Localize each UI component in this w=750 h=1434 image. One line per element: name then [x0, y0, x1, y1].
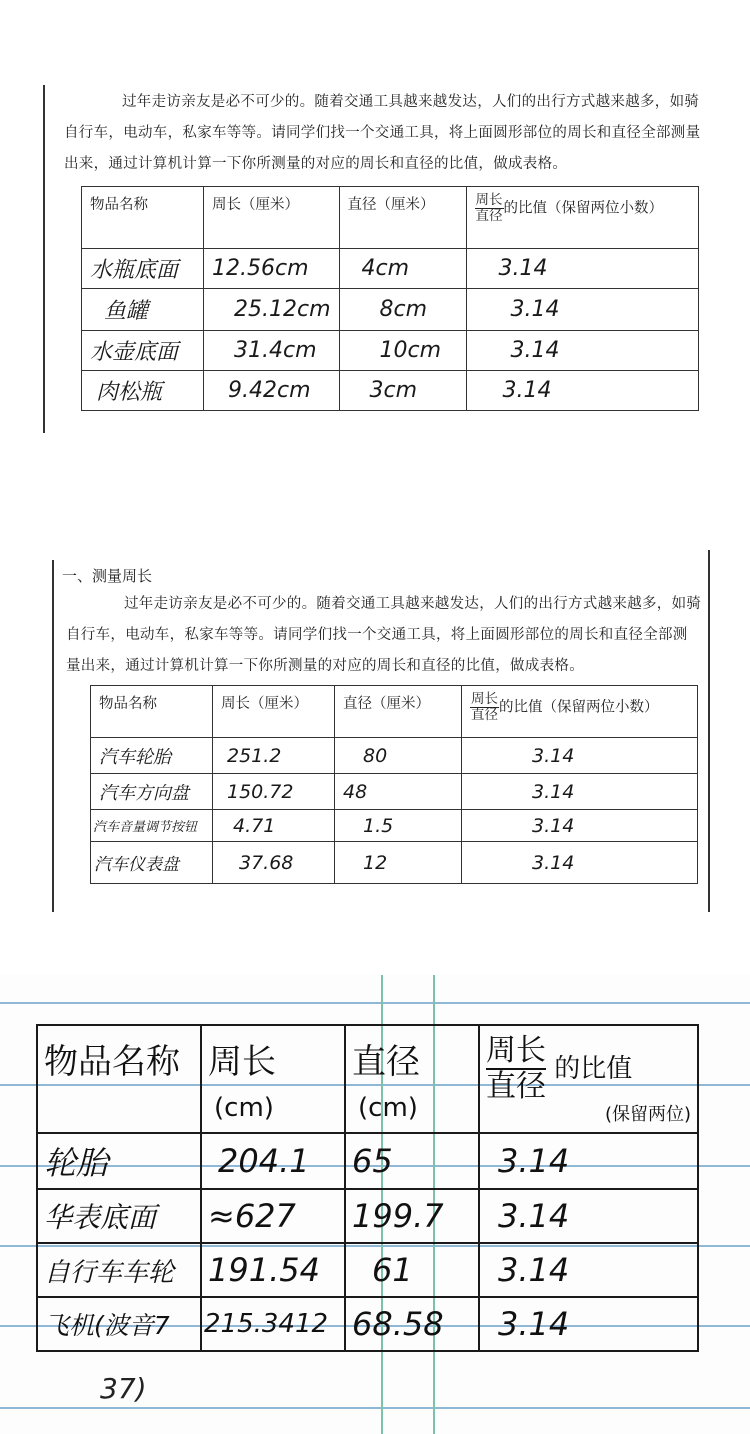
ratio-fraction — [486, 1034, 546, 1104]
fraction-denominator: 直径 — [471, 707, 498, 723]
cell-name: 华表底面 — [37, 1189, 201, 1243]
instruction-paragraph — [64, 87, 704, 180]
table-row — [37, 1243, 698, 1297]
header-name: 物品名称 — [82, 187, 204, 249]
table-row — [91, 842, 698, 884]
cell-diameter: 4cm — [339, 249, 466, 289]
cell-circumference: 25.12cm — [204, 289, 340, 331]
table-row — [82, 249, 699, 289]
ratio-fraction — [470, 692, 499, 723]
measurement-table — [81, 186, 699, 411]
margin-line — [52, 560, 54, 912]
cell-ratio: 3.14 — [479, 1189, 698, 1243]
cell-circumference: 9.42cm — [204, 371, 340, 411]
ratio-note: (保留两位) — [604, 1104, 691, 1125]
cell-ratio: 3.14 — [462, 842, 698, 884]
header-ratio — [466, 187, 698, 249]
cell-circumference: 150.72 — [213, 774, 335, 810]
section-title: 一、测量周长 — [62, 567, 153, 585]
overflow-text: 37) — [100, 1372, 147, 1405]
cell-diameter: 10cm — [339, 331, 466, 371]
header-name: 物品名称 — [91, 686, 213, 738]
cell-diameter: 1.5 — [335, 810, 462, 842]
header-diameter — [345, 1025, 479, 1133]
table-header-row — [91, 686, 698, 738]
cell-name: 汽车方向盘 — [91, 774, 213, 810]
instruction-paragraph — [66, 589, 702, 682]
cell-diameter: 12 — [335, 842, 462, 884]
worksheet-photo-2 — [0, 545, 750, 925]
header-ratio — [462, 686, 698, 738]
table-header-row — [37, 1025, 698, 1133]
fraction-numerator: 周长 — [475, 192, 503, 208]
header-circ-unit: (cm) — [214, 1093, 274, 1123]
cell-ratio: 3.14 — [479, 1243, 698, 1297]
table-row — [91, 774, 698, 810]
instruction-text: 过年走访亲友是必不可少的。随着交通工具越来越发达，人们的出行方式越来越多，如骑自行车，电动车，私家车等等。请同学们找一个交通工具，将上面圆形部位的周长和直径全部测量出来，通过计算机计算一下你所测量的对应的周长和直径的比值，做成表格。 — [66, 596, 702, 674]
header-circumference: 周长（厘米） — [213, 686, 335, 738]
cell-circumference: 215.3412 — [201, 1297, 345, 1351]
header-name: 物品名称 — [37, 1025, 201, 1133]
cell-name: 水壶底面 — [82, 331, 204, 371]
header-diam-unit: (cm) — [358, 1093, 418, 1123]
cell-circumference: 251.2 — [213, 738, 335, 774]
fraction-denominator: 直径 — [475, 208, 503, 224]
cell-diameter: 80 — [335, 738, 462, 774]
notebook-ruled-line — [0, 1407, 750, 1409]
cell-circumference: ≈627 — [201, 1189, 345, 1243]
cell-circumference: 204.1 — [201, 1133, 345, 1189]
cell-ratio: 3.14 — [462, 810, 698, 842]
margin-line-right — [708, 550, 710, 912]
cell-name: 水瓶底面 — [82, 249, 204, 289]
table-row — [82, 371, 699, 411]
cell-ratio: 3.14 — [466, 331, 698, 371]
ratio-label: 的比值（保留两位小数） — [499, 699, 659, 716]
cell-diameter: 48 — [335, 774, 462, 810]
ratio-fraction — [475, 193, 504, 224]
cell-ratio: 3.14 — [466, 371, 698, 411]
cell-name: 汽车仪表盘 — [91, 842, 213, 884]
notebook-photo — [0, 975, 750, 1434]
header-diam-label: 直径 — [352, 1042, 420, 1082]
ratio-label: 的比值 — [554, 1054, 633, 1084]
cell-circumference: 191.54 — [201, 1243, 345, 1297]
cell-name: 汽车音量调节按钮 — [91, 810, 213, 842]
worksheet-photo-1 — [0, 0, 750, 470]
cell-diameter: 8cm — [339, 289, 466, 331]
header-ratio — [479, 1025, 698, 1133]
cell-ratio: 3.14 — [462, 738, 698, 774]
table-header-row — [82, 187, 699, 249]
cell-ratio: 3.14 — [462, 774, 698, 810]
cell-diameter: 3cm — [339, 371, 466, 411]
ratio-label: 的比值（保留两位小数） — [503, 200, 664, 217]
cell-name: 肉松瓶 — [82, 371, 204, 411]
cell-name: 汽车轮胎 — [91, 738, 213, 774]
cell-name: 自行车车轮 — [37, 1243, 201, 1297]
table-row — [37, 1297, 698, 1351]
fraction-numerator: 周长 — [471, 691, 498, 707]
cell-circumference: 31.4cm — [204, 331, 340, 371]
cell-ratio: 3.14 — [466, 289, 698, 331]
cell-name: 轮胎 — [37, 1133, 201, 1189]
header-diameter: 直径（厘米） — [335, 686, 462, 738]
measurement-table — [90, 685, 698, 884]
table-row — [82, 289, 699, 331]
cell-ratio: 3.14 — [479, 1133, 698, 1189]
margin-line — [43, 85, 45, 433]
fraction-numerator: 周长 — [486, 1033, 546, 1068]
header-circumference: 周长（厘米） — [204, 187, 340, 249]
table-row — [37, 1133, 698, 1189]
header-diameter: 直径（厘米） — [339, 187, 466, 249]
cell-circumference: 12.56cm — [204, 249, 340, 289]
header-circ-label: 周长 — [208, 1042, 276, 1082]
cell-circumference: 37.68 — [213, 842, 335, 884]
cell-name: 飞机(波音7 — [37, 1297, 201, 1351]
cell-ratio: 3.14 — [479, 1297, 698, 1351]
header-circumference — [201, 1025, 345, 1133]
instruction-text: 过年走访亲友是必不可少的。随着交通工具越来越发达，人们的出行方式越来越多，如骑自行车，电动车，私家车等等。请同学们找一个交通工具，将上面圆形部位的周长和直径全部测量出来，通过计算机计算一下你所测量的对应的周长和直径的比值，做成表格。 — [64, 94, 701, 172]
fraction-denominator: 直径 — [486, 1069, 546, 1104]
cell-name: 鱼罐 — [82, 289, 204, 331]
cell-diameter: 199.7 — [345, 1189, 479, 1243]
cell-circumference: 4.71 — [213, 810, 335, 842]
notebook-ruled-line — [0, 1002, 750, 1004]
table-row — [37, 1189, 698, 1243]
cell-diameter: 65 — [345, 1133, 479, 1189]
cell-diameter: 68.58 — [345, 1297, 479, 1351]
handwritten-table — [36, 1024, 699, 1352]
table-row — [82, 331, 699, 371]
cell-ratio: 3.14 — [466, 249, 698, 289]
table-row — [91, 738, 698, 774]
table-row — [91, 810, 698, 842]
cell-diameter: 61 — [345, 1243, 479, 1297]
